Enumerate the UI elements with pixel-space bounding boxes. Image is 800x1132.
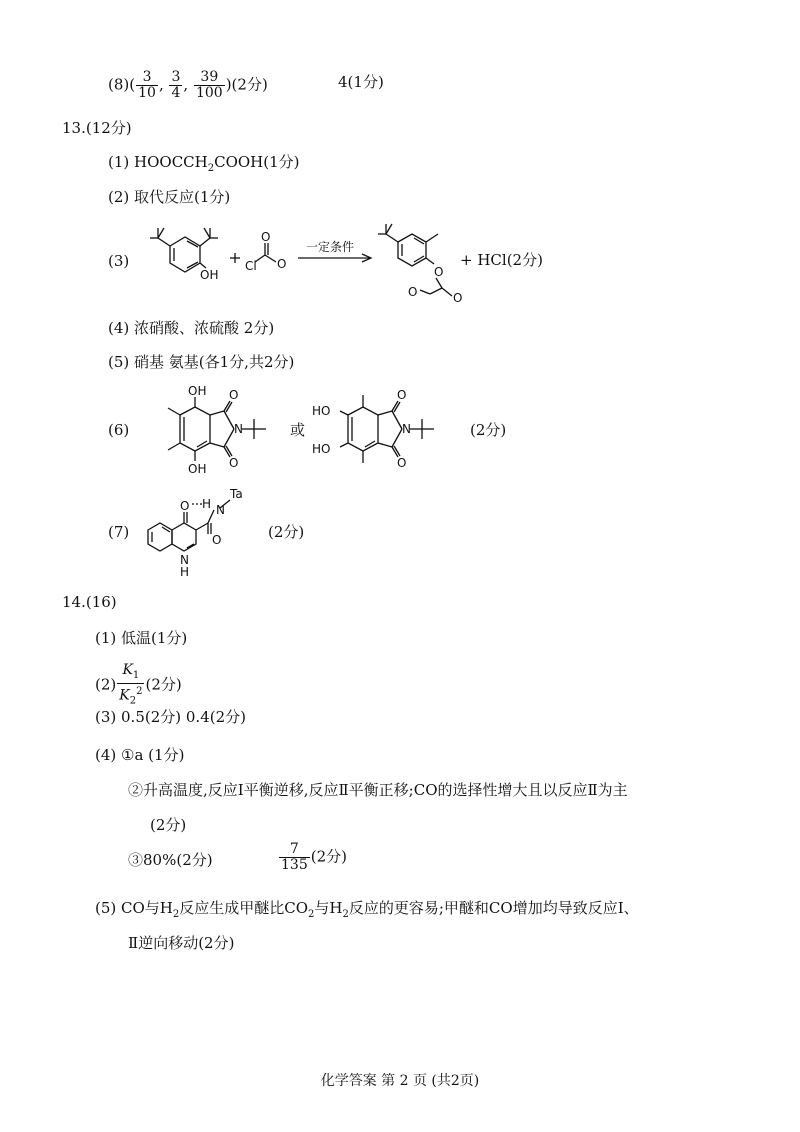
q14-part1: (1) 低温(1分) [95, 629, 188, 647]
fraction: $\frac{3}{10}$ [138, 69, 156, 101]
q13-title: 13.(12分) [62, 119, 132, 137]
structure-option-1 [150, 385, 290, 480]
o-label: O [408, 285, 418, 299]
reaction-condition: 一定条件 [306, 240, 355, 254]
fraction: $\frac{7}{135}$ [281, 841, 308, 873]
ho-label: HO [312, 404, 331, 418]
q13-part3-tail: + HCl(2分) [460, 251, 543, 269]
q13-part6-score: (2分) [470, 421, 507, 439]
q14-part4c: ③80%(2分) [128, 851, 213, 869]
q13-part4: (4) 浓硝酸、浓硫酸 2分) [108, 319, 275, 337]
oh-label: OH [188, 384, 207, 398]
q13-part6-label: (6) [108, 421, 130, 439]
n-label: N [402, 422, 411, 436]
q13-part1: (1) $HOOCCH_2COOH(1$分) [108, 153, 300, 174]
q14-part4b-cont: (2分) [150, 816, 187, 834]
o-label: O [212, 533, 222, 547]
nh-label: N [180, 553, 189, 567]
q14-part4a: (4) ①a (1分) [95, 746, 185, 764]
ho-label: HO [312, 442, 331, 456]
q14-part4b: ②升高温度,反应Ⅰ平衡逆移,反应Ⅱ平衡正移;CO的选择性增大且以反应Ⅱ为主 [128, 781, 628, 799]
q14-part5-cont: Ⅱ逆向移动(2分) [128, 934, 235, 952]
oh-label: OH [200, 268, 219, 282]
page-footer: 化学答案 第 2 页 (共2页) [320, 1073, 480, 1089]
q12-part8: (8)( $\frac{3}{10}$ , $\frac{3}{4}$ , $\frac{39}{100}$ )(2分) [108, 69, 268, 101]
n-label: N [234, 422, 243, 436]
q13-part2: (2) 取代反应(1分) [108, 188, 231, 206]
q14-part5: (5) CO与$H_2$反应生成甲醚比$CO_2$与$H_2$反应的更容易;甲醚和CO增加均导致反应Ⅰ、 [95, 899, 639, 920]
o-label: O [277, 257, 287, 271]
reaction-scheme [0, 0, 800, 320]
fraction: $\frac{3}{4}$ [171, 69, 181, 101]
nh-h-label: H [180, 565, 190, 579]
fraction: $\frac{K_1}{K_2^2}$ [119, 662, 143, 707]
q13-part5: (5) 硝基 氨基(各1分,共2分) [108, 353, 295, 371]
structure-part7 [140, 484, 270, 579]
q12-part8-answer2: 4(1分) [338, 73, 384, 91]
q13-part7-score: (2分) [268, 523, 305, 541]
h-label: H [202, 497, 212, 511]
o-label: O [229, 456, 239, 470]
oh-label: OH [188, 462, 207, 476]
ta-label: Ta [230, 487, 243, 501]
o-label: O [397, 456, 407, 470]
o-label: O [180, 499, 190, 513]
o-label: O [229, 388, 239, 402]
q14-part2: (2) $\frac{K_1}{K_2^2}$ (2分) [95, 662, 182, 707]
q13-part3-label: (3) [108, 252, 130, 270]
q13-part7-label: (7) [108, 523, 130, 541]
o-label: O [397, 388, 407, 402]
structure-option-2 [310, 385, 460, 480]
n-label: N [216, 503, 225, 517]
o-label: O [453, 291, 463, 305]
cl-label: Cl [245, 259, 257, 273]
q14-title: 14.(16) [62, 593, 117, 611]
fraction: $\frac{39}{100}$ [195, 69, 223, 101]
q13-part6-or: 或 [290, 421, 306, 439]
q14-part3: (3) 0.5(2分) 0.4(2分) [95, 708, 246, 726]
q14-part4c-frac: $\frac{7}{135}$ (2分) [281, 841, 347, 873]
o-label: O [261, 230, 271, 244]
o-label: O [434, 265, 444, 279]
